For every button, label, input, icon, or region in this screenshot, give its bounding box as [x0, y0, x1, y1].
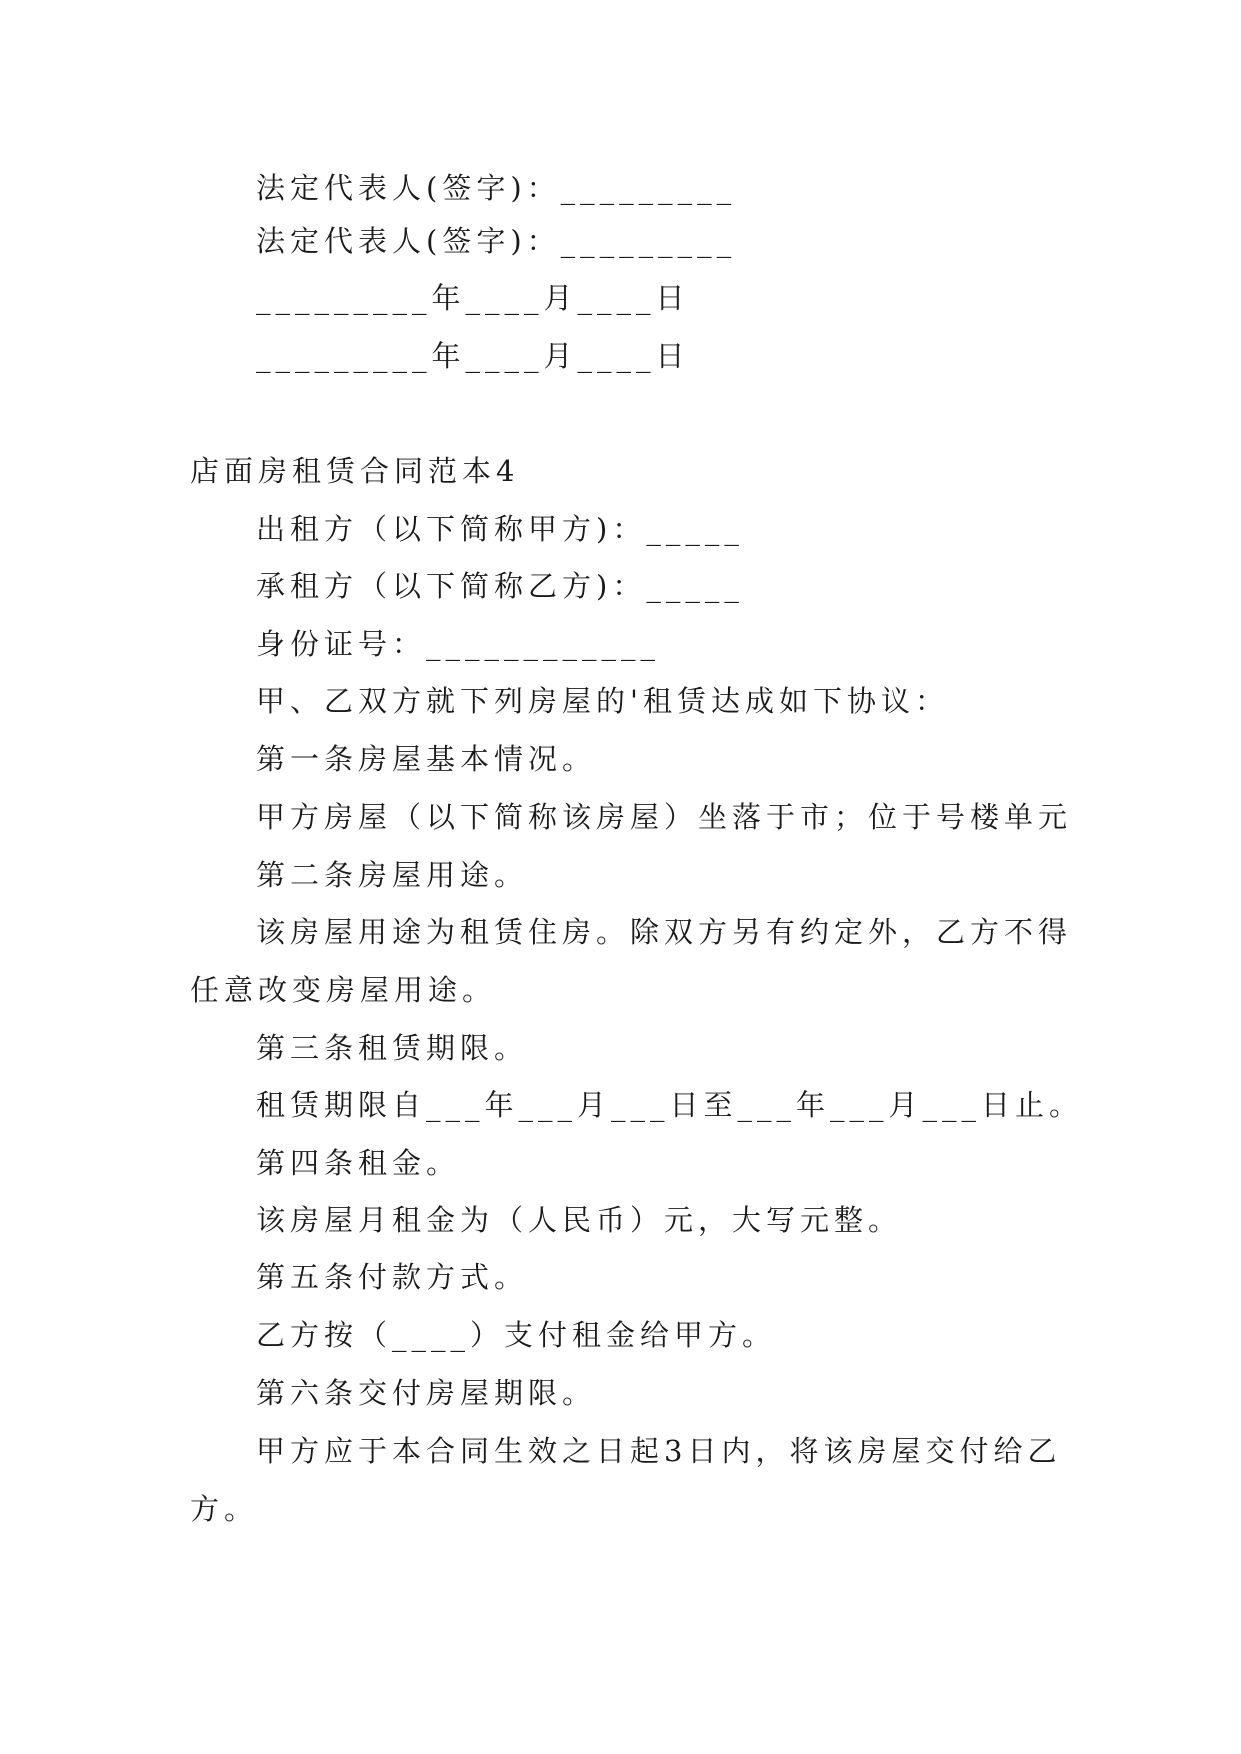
contract-title: 店面房租赁合同范本4 [190, 454, 520, 488]
article-5-body: 乙方按（____）支付租金给甲方。 [256, 1318, 777, 1352]
agreement-intro: 甲、乙双方就下列房屋的'租赁达成如下协议： [256, 684, 949, 718]
article-6-heading: 第六条交付房屋期限。 [256, 1376, 597, 1410]
article-3-body: 租赁期限自___年___月___日至___年___月___日止。 [256, 1088, 1084, 1122]
article-1-body: 甲方房屋（以下简称该房屋）坐落于市；位于号楼单元 [256, 800, 1073, 834]
signature-date-line-2: _________年____月____日 [256, 339, 690, 373]
article-5-heading: 第五条付款方式。 [256, 1260, 529, 1294]
article-6-body-continued: 方。 [190, 1492, 259, 1526]
article-1-heading: 第一条房屋基本情况。 [256, 742, 597, 776]
legal-rep-signature-line-1: 法定代表人(签字)：_________ [256, 171, 737, 205]
article-6-body: 甲方应于本合同生效之日起3日内，将该房屋交付给乙 [256, 1434, 1062, 1468]
id-number-line: 身份证号：____________ [256, 627, 661, 661]
legal-rep-signature-line-2: 法定代表人(签字)：_________ [256, 224, 737, 258]
article-4-body: 该房屋月租金为（人民币）元，大写元整。 [256, 1203, 903, 1237]
lessee-line: 承租方（以下简称乙方)：_____ [256, 569, 744, 603]
signature-date-line-1: _________年____月____日 [256, 281, 690, 315]
article-2-heading: 第二条房屋用途。 [256, 858, 529, 892]
article-3-heading: 第三条租赁期限。 [256, 1031, 529, 1065]
article-2-body: 该房屋用途为租赁住房。除双方另有约定外，乙方不得 [256, 915, 1073, 949]
article-4-heading: 第四条租金。 [256, 1146, 461, 1180]
lessor-line: 出租方（以下简称甲方)：_____ [256, 512, 744, 546]
article-2-body-continued: 任意改变房屋用途。 [190, 973, 497, 1007]
